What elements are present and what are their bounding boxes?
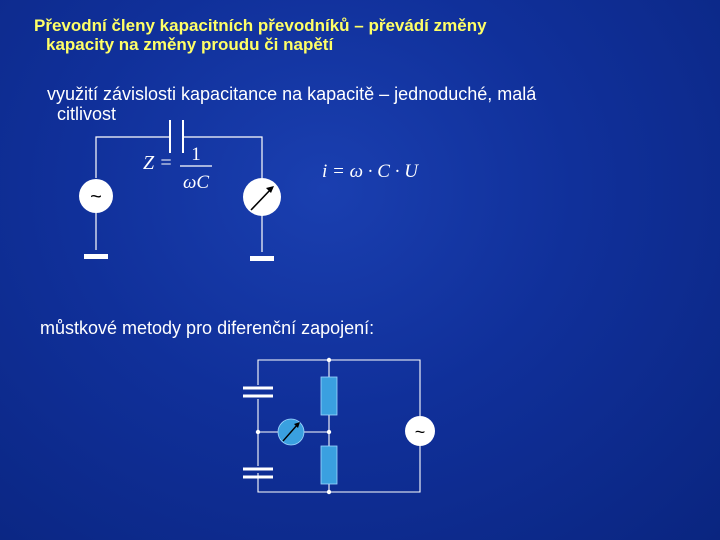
ac-source-symbol: ~ [90,186,102,208]
formula-z-lhs: Z = [143,152,173,174]
bridge-wire-top [258,360,420,416]
bridge-wire-bottom [258,445,420,492]
simple-circuit [96,137,262,252]
ground-left [84,254,108,259]
ground-right [250,256,274,261]
bullet-capacitance-line-1: využití závislosti kapacitance na kapacitě – jednoduché, malá [47,84,537,104]
capacitor-symbol [170,120,183,153]
bridge-capacitor-top [243,388,273,396]
formula-impedance [143,144,212,193]
formula-z-num: 1 [191,144,201,165]
bullet-capacitance-line-2: citlivost [57,104,117,124]
bridge-resistor-bottom [321,446,337,484]
ammeter-simple [243,178,281,216]
bridge-ac-source-symbol: ~ [414,422,426,442]
title-line-2: kapacity na změny proudu či napětí [46,35,334,54]
ac-source-simple [79,179,113,213]
bridge-resistor-top [321,377,337,415]
bullet-bridge: můstkové metody pro diferenční zapojení: [40,318,375,338]
bridge-ammeter [278,419,304,445]
bridge-ac-source [405,416,435,446]
formula-current: i = ω · C · U [322,161,418,182]
title-line-1: Převodní členy kapacitních převodníků – převádí změny [34,16,487,35]
formula-z-den: ωC [182,172,210,193]
